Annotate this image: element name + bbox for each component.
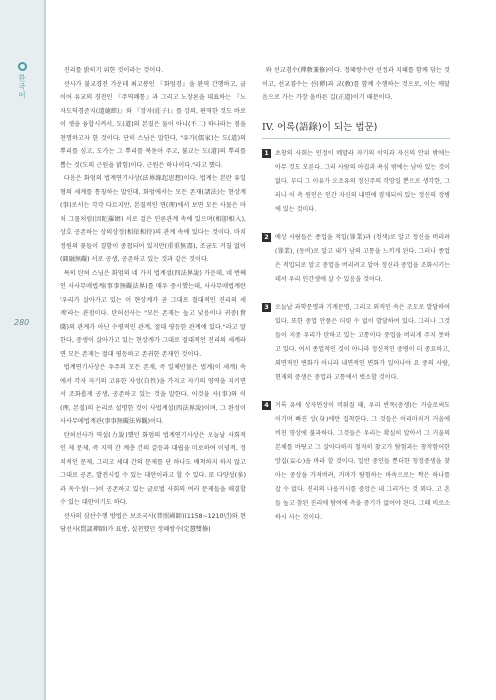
- paragraph: 법계연기사상은 우주의 모든 존재, 즉 일체만물은 법계(이 세계) 속에서 각자 자기의 고유한 자성(自性)을 가지고 자기의 영역을 지키면서 조화롭게 공생, 공존하고 있는 것을 말한다. 이것을 사(事)와 이(理, 본질)의 논리로 설명한 것이 사법계설(四法界說)이며, 그 완성이 사사무애법계관(事事無礙法界觀)이다.: [60, 364, 246, 425]
- item-number-badge: 3: [262, 303, 271, 312]
- margin-rule: [44, 0, 46, 700]
- numbered-item: [262, 147, 450, 217]
- paragraph: 탄허선사가 역설(力說)했던 화엄의 법계연기사상은 오늘날 사회적인 제 문제, 즉 지역 간 계층 간의 갈등과 대립을 미로하여 이념적, 정치적인 문제, 그리고 세대 간의 문제를 단 하나도 배척하지 하지 않고 그대로 공존, 발전시킬 수 있는 대안이라고 할 수 있다. 또 다양성(多)과 독수성(一)이 공존하고 있는 글로벌 사회의 여러 문제들을 해결할 수 있는 대안이기도 하다.: [60, 431, 246, 506]
- paragraph: 와 선교겸수(禪敎兼修)이다. 정혜쌍수란 선정과 지혜를 함께 닦는 것이고, 선교겸수는 선(禪)과 교(敎)를 함께 수행하는 것으로, 이는 깨달음으로 가는 가장 올바른 길(正道)이기 때문이다.: [262, 67, 450, 101]
- item-number-badge: 4: [262, 401, 271, 410]
- heading-text: 어록(語錄)이 되는 법문): [276, 121, 378, 133]
- section-label: 한국어: [17, 74, 27, 100]
- item-number-badge: 2: [262, 233, 271, 242]
- page-number: 280: [14, 318, 30, 327]
- section-tag: [10, 62, 34, 100]
- paragraph: 특히 탄허 스님은 화엄의 네 가지 법계설(四法界說) 가운데, 네 번째인 사사무애법계(事事無礙法界)를 매우 중시했는데, 사사무애법계란 '우리가 살아가고 있는 이 현상계가 곧 그대로 절대적인 진리의 세계'라는 관점이다. 탄허선사는 "모든 존재는 높고 낮음이나 귀중(貴賤)의 관계가 아닌 수평적인 관계, 절대 평등한 관계에 있다."라고 말한다, 중생이 살아가고 있는 현상계가 그대로 절대적인 진리의 세계라면 모든 존재는 절대 평등하고 존귀한 존재인 것이다.: [60, 269, 246, 358]
- item-number-badge: 1: [262, 149, 271, 158]
- item-text: 예상 사람들은 종업을 적입(罪業)과 (청색)로 알고 정신을 버리려(罪業), (동비)로 알고 내가 남의 고통을 느끼게 된다. 그러나 종업은 적입되로 알고 중업을 버리려고 알아 정신과 중업을 조화시키는 데서 우리 인간생에 살 수 있음을 것이다.: [275, 233, 450, 283]
- numbered-item: [262, 231, 450, 287]
- section-heading: [262, 121, 450, 139]
- numbered-item: [262, 399, 450, 525]
- paragraph: 선사의 삼산수행 방법은 보조국사(普照國師)(1158~1210년)와 현담선사(賢談禪師)가 표방, 실천했던 정혜쌍수(定慧雙修): [60, 512, 246, 533]
- item-text: 거룩 유에 상자연상이 비워질 때, 우리 반목(중생)는 거슬로써도 이기며 빠진 상(身)에만 집착한다. 그 것들은 어리마치거 거울에 비친 영상에 불과하다. 그것들은 우리는 확실히 알아서 그 거울의 본체를 바탕고 그 살아다하지 철저히 찾고가 탐험과는 창작함어한 망집(妄心)을 바라 할 것이다. 일반 중인들 뿐더한 청정중생을 찾아는 중상을 가져버려, 거마가 탐험하는 바속으로는 짝은 하나를 잡 수 없다. 진리의 나올거시를 중앙은 내 그러가는 것 외다. 고 흔들 높고 참된 진리에 탐여에 측을 중기가 없어야 된다. 그때 비로소 하시 사는 것이다.: [275, 401, 450, 521]
- margin-sidebar: [0, 0, 44, 700]
- paragraph: 선사가 불교경전 가운데 최고봉인 『화엄경』을 완역 간행하고, 굽이어 유교의 경전인 『주역쾌통』과 그리고 노장론을 대표하는 『노자도덕경준지(道德經)』와 『장자(莊子)』를 강의, 편역한 것도 바로 이 셋을 융합시켜서, 도(道)의 본질은 둘이 아니(不二) 하나라는 점을 천명하고자 한 것이다. 단히 스님은 말한다, "유가(儒家)는 도(道)의 뿌리를 심고, 도가는 그 뿌리를 북돋아 주고, 불교는 도(道)의 뿌리를 뽑는 것(도의 근원을 밝힘)이다. 근원은 하나이다."라고 했다.: [60, 80, 246, 169]
- item-text: 오늘날 과학문명과 기계문명, 그리고 외적인 속은 조도로 발달하여 있다. 또한 중업 안품은 더렷 수 없이 발달하여 있다. 그러나 그것들이 지중 우리가 탄하고 있는 고통이다 중업을 버리게 주지 못하고 있다. 여서 종업적인 것이 아니라 정신적인 중병이 더 중요하고, 외면적인 변화가 아니라 내면적인 변화가 일어나야 요 중의 사람, 현재의 중생은 중업과 고통에서 벗소할 것이다.: [275, 303, 450, 381]
- paragraph: 진리를 밝히기 위한 것이라는 것이다.: [63, 67, 164, 74]
- heading-number: IV.: [262, 121, 274, 133]
- paragraph: 다음은 화엄의 법계연기사상(法界緣起思想)이다. 법계는 본란 유일 형의 세계를 통칭하는 말인데, 화엄에서는 모든 존재(諸法)는 현상계(事)로서는 각각 다르지만, 본질적인 면(理)에서 보면 모든 사물은 마치 그물처럼(因陀羅網) 서로 걸은 인론관계 속에 있으며(相卽相入), 상호 공존하는 상의상정(相依相待)의 관계 속에 있다는 것이다. 마치 정원의 꽃들이 결함이 중첩되어 있지만(重重無盡), 조금도 거칠 없이(圓融無礙) 서로 공생, 공존하고 있는 것과 같은 것이다.: [60, 175, 246, 263]
- right-column: [262, 64, 450, 539]
- left-column: [60, 64, 246, 537]
- circle-icon: [18, 62, 27, 71]
- item-text: 초창의 사회는 인정이 메말라 자기의 이익과 자신의 안위 밖에는 아무 것도 모른다. 그러 사람의 아집과 욕심 밖에는 남아 있는 것이 없다. 부디 그 이유가 오조유의 정신주의 작망일 뿐으로 생각한, 그러나 이 측 원인은 인간 자신의 내면에 잠재되어 있는 정신의 정병에 있는 것이다.: [275, 149, 450, 213]
- numbered-item: [262, 301, 450, 385]
